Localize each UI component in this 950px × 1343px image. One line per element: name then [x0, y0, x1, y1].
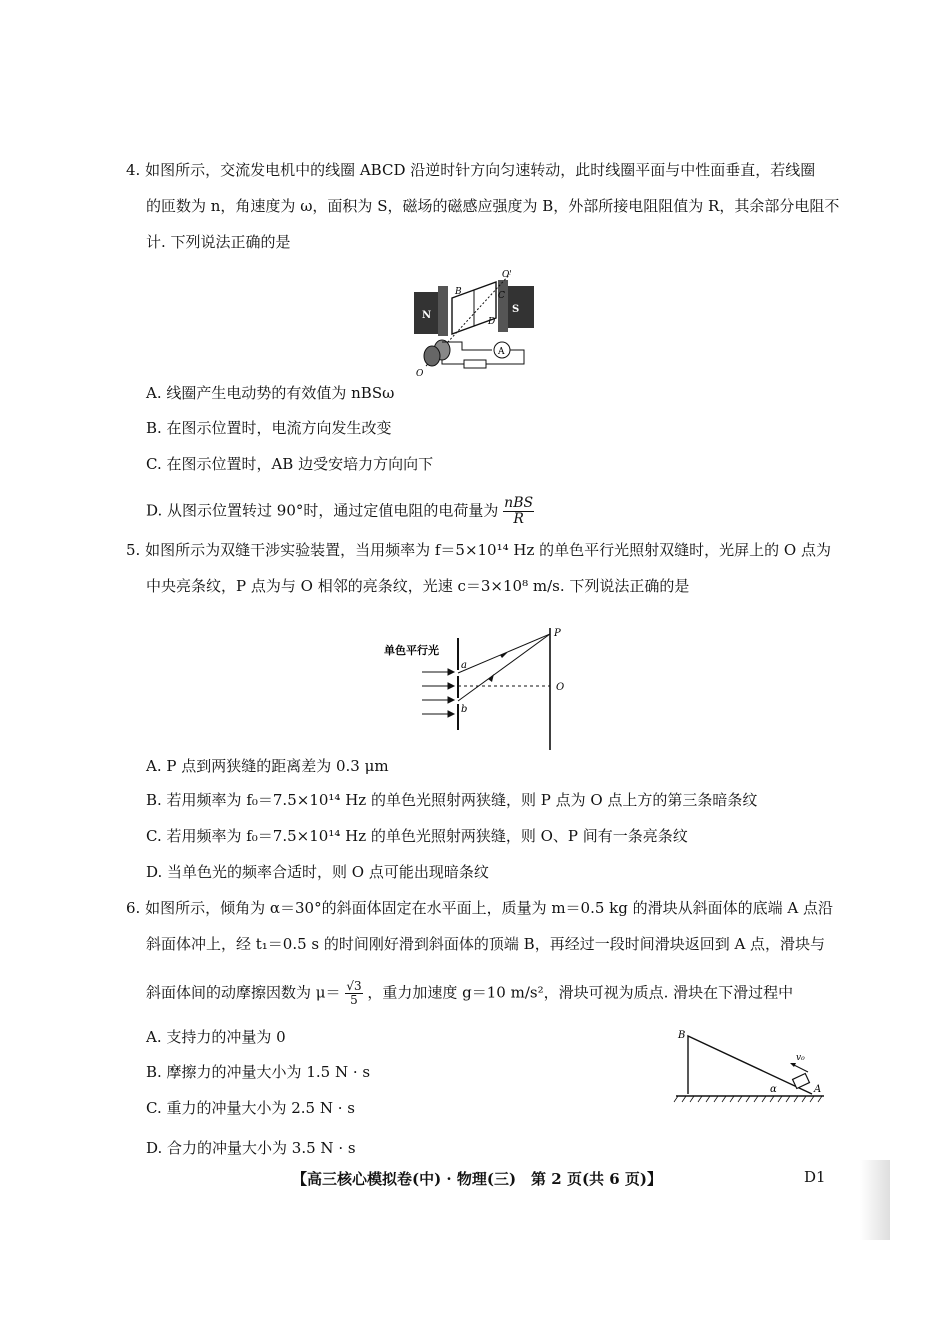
label-alpha: α	[770, 1084, 777, 1095]
label-light: 单色平行光	[384, 644, 439, 657]
q4-stem-line1: 4. 如图所示，交流发电机中的线圈 ABCD 沿逆时针方向匀速转动，此时线圈平面与中性面垂直，若线圈	[126, 161, 816, 179]
q6-mu-den: 5	[350, 993, 358, 1007]
label-ammeter: A	[498, 347, 505, 357]
q5-double-slit-figure	[384, 628, 584, 752]
q4-frac-den: R	[513, 511, 524, 527]
scan-shadow	[860, 1160, 890, 1240]
label-p: P	[554, 628, 561, 639]
q5-option-b: B. 若用频率为 f₀＝7.5×10¹⁴ Hz 的单色光照射两狭缝，则 P 点为 O 点上方的第三条暗条纹	[146, 791, 758, 809]
label-c: C	[498, 291, 505, 301]
q5-option-a: A. P 点到两狭缝的距离差为 0.3 μm	[146, 757, 389, 775]
label-o: O	[556, 682, 565, 693]
q6-stem-line3-pre: 斜面体间的动摩擦因数为 μ＝	[146, 983, 341, 1002]
label-b: B	[678, 1030, 686, 1041]
q6-stem-line1: 6. 如图所示，倾角为 α＝30°的斜面体固定在水平面上，质量为 m＝0.5 kg 的滑块从斜面体的底端 A 点沿	[126, 899, 834, 917]
q4-option-a: A. 线圈产生电动势的有效值为 nBSω	[146, 384, 395, 402]
q6-stem-line2: 斜面体冲上，经 t₁＝0.5 s 的时间刚好滑到斜面体的顶端 B，再经过一段时间滑块返回到 A 点，滑块与	[146, 935, 826, 953]
q4-generator-figure	[412, 268, 540, 380]
q4-option-c: C. 在图示位置时，AB 边受安培力方向向下	[146, 455, 434, 473]
q4-option-d	[146, 496, 534, 527]
label-d: D	[488, 317, 496, 327]
label-b: b	[461, 704, 468, 715]
slider-block	[793, 1074, 810, 1089]
label-n: N	[422, 310, 432, 321]
label-b: B	[455, 287, 462, 297]
q6-option-c: C. 重力的冲量大小为 2.5 N · s	[146, 1099, 355, 1117]
label-o-prime: O'	[502, 270, 512, 280]
q5-stem-line2: 中央亮条纹，P 点为与 O 相邻的亮条纹，光速 c＝3×10⁸ m/s. 下列说法正确的是	[146, 577, 690, 595]
q4-frac-num: nBS	[504, 495, 534, 511]
q6-incline-figure	[672, 1022, 828, 1106]
q5-option-c: C. 若用频率为 f₀＝7.5×10¹⁴ Hz 的单色光照射两狭缝，则 O、P 间有一条亮条纹	[146, 827, 688, 845]
resistor	[464, 360, 486, 368]
q6-stem-line3	[146, 980, 793, 1007]
q6-option-b: B. 摩擦力的冲量大小为 1.5 N · s	[146, 1063, 371, 1081]
label-a: a	[461, 660, 467, 671]
label-o: O	[416, 369, 424, 379]
q4-option-d-fraction	[503, 496, 534, 527]
q5-option-d: D. 当单色光的频率合适时，则 O 点可能出现暗条纹	[146, 863, 489, 881]
label-a: A	[814, 1084, 822, 1095]
q4-stem-line2: 的匝数为 n，角速度为 ω，面积为 S，磁场的磁感应强度为 B，外部所接电阻阻值为 R，其余部分电阻不	[146, 197, 840, 215]
q4-option-b: B. 在图示位置时，电流方向发生改变	[146, 419, 392, 437]
q6-stem-line3-post: ，重力加速度 g＝10 m/s²，滑块可视为质点. 滑块在下滑过程中	[367, 983, 794, 1002]
q5-stem-line1: 5. 如图所示为双缝干涉实验装置，当用频率为 f＝5×10¹⁴ Hz 的单色平行光照射双缝时，光屏上的 O 点为	[126, 541, 831, 559]
q6-mu-num: √3	[346, 979, 362, 993]
q4-stem-line3: 计. 下列说法正确的是	[146, 233, 291, 251]
q4-option-d-text: D. 从图示位置转过 90°时，通过定值电阻的电荷量为	[146, 501, 499, 520]
footer-title: 【高三核心模拟卷(中) · 物理(三) 第 2 页(共 6 页)】	[292, 1170, 663, 1188]
q6-option-d: D. 合力的冲量大小为 3.5 N · s	[146, 1139, 356, 1157]
footer-code: D1	[804, 1168, 826, 1186]
label-s: S	[512, 304, 520, 315]
q6-option-a: A. 支持力的冲量为 0	[146, 1028, 286, 1046]
q6-mu-fraction	[345, 980, 362, 1007]
label-v0: v₀	[796, 1053, 805, 1063]
